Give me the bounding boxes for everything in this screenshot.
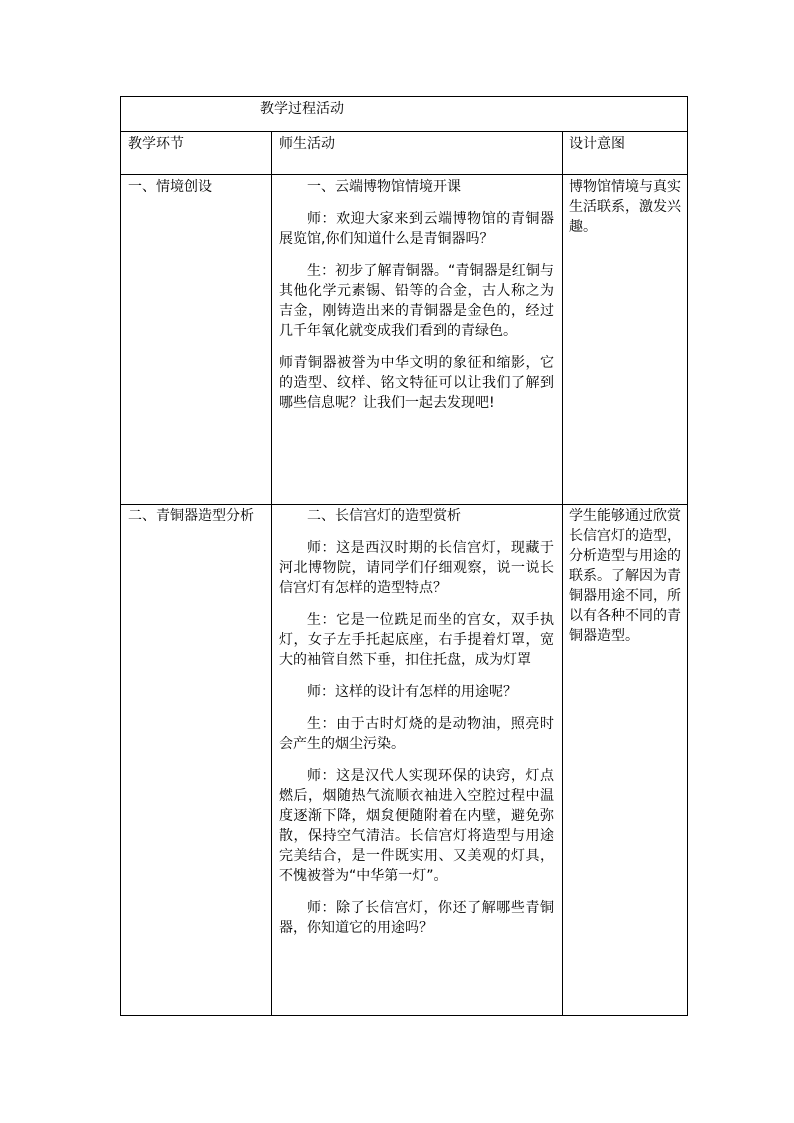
activity-paragraph: 师青铜器被誉为中华文明的象征和缩影，它的造型、纹样、铭文特征可以让我们了解到哪些信息呢？让我们一起去发现吧! [279, 355, 554, 411]
lesson-table [120, 96, 688, 1016]
header-stage: 教学环节 [128, 136, 184, 152]
row2-stage: 二、青铜器造型分析 [128, 508, 254, 524]
activity-paragraph: 生：初步了解青铜器。“青铜器是红铜与其他化学元素锡、铅等的合金，古人称之为吉金，刚铸造出来的青铜器是金色的，经过几千年氧化就变成我们看到的青绿色。 [279, 263, 554, 339]
header-activities: 师生活动 [279, 136, 335, 152]
row-divider [121, 174, 687, 175]
activity-paragraph: 生：由于古时灯烧的是动物油，照亮时会产生的烟尘污染。 [279, 716, 554, 752]
activity-paragraph: 师：这是汉代人实现环保的诀窍，灯点燃后，烟随热气流顺衣袖进入空腔过程中温度逐渐下降，烟炱便随附着在内壁，避免弥散，保持空气清洁。长信宫灯将造型与用途完美结合，是一件既实用、又美观的灯具，不愧被誉为“中华第一灯”。 [279, 768, 554, 884]
row1-activities [279, 177, 554, 425]
table-title: 教学过程活动 [260, 101, 344, 117]
activity-paragraph: 师：欢迎大家来到云端博物馆的青铜器展览馆,你们知道什么是青铜器吗？ [279, 211, 554, 247]
column-divider [562, 131, 563, 1015]
row-divider [121, 131, 687, 132]
activity-paragraph: 师：除了长信宫灯，你还了解哪些青铜器，你知道它的用途吗？ [279, 900, 554, 936]
row2-activities [279, 506, 554, 950]
activity-paragraph: 师：这是西汉时期的长信宫灯，现藏于河北博物院，请同学们仔细观察，说一说长信宫灯有怎样的造型特点？ [279, 540, 554, 596]
activity-heading: 一、云端博物馆情境开课 [307, 179, 461, 195]
row1-intent: 博物馆情境与真实生活联系，激发兴趣。 [569, 179, 681, 235]
column-divider [271, 131, 272, 1015]
row1-stage: 一、情境创设 [128, 179, 212, 195]
header-intent: 设计意图 [569, 136, 625, 152]
activity-heading: 二、长信宫灯的造型赏析 [307, 508, 461, 524]
row-divider [121, 504, 687, 505]
activity-paragraph: 师：这样的设计有怎样的用途呢？ [307, 684, 517, 700]
row2-intent: 学生能够通过欣赏长信宫灯的造型，分析造型与用途的联系。了解因为青铜器用途不同，所以有各种不同的青铜器造型。 [569, 508, 681, 644]
activity-paragraph: 生：它是一位跣足而坐的宫女，双手执灯，女子左手托起底座，右手提着灯罩，宽大的袖管自然下垂，扣住托盘，成为灯罩 [279, 612, 554, 668]
